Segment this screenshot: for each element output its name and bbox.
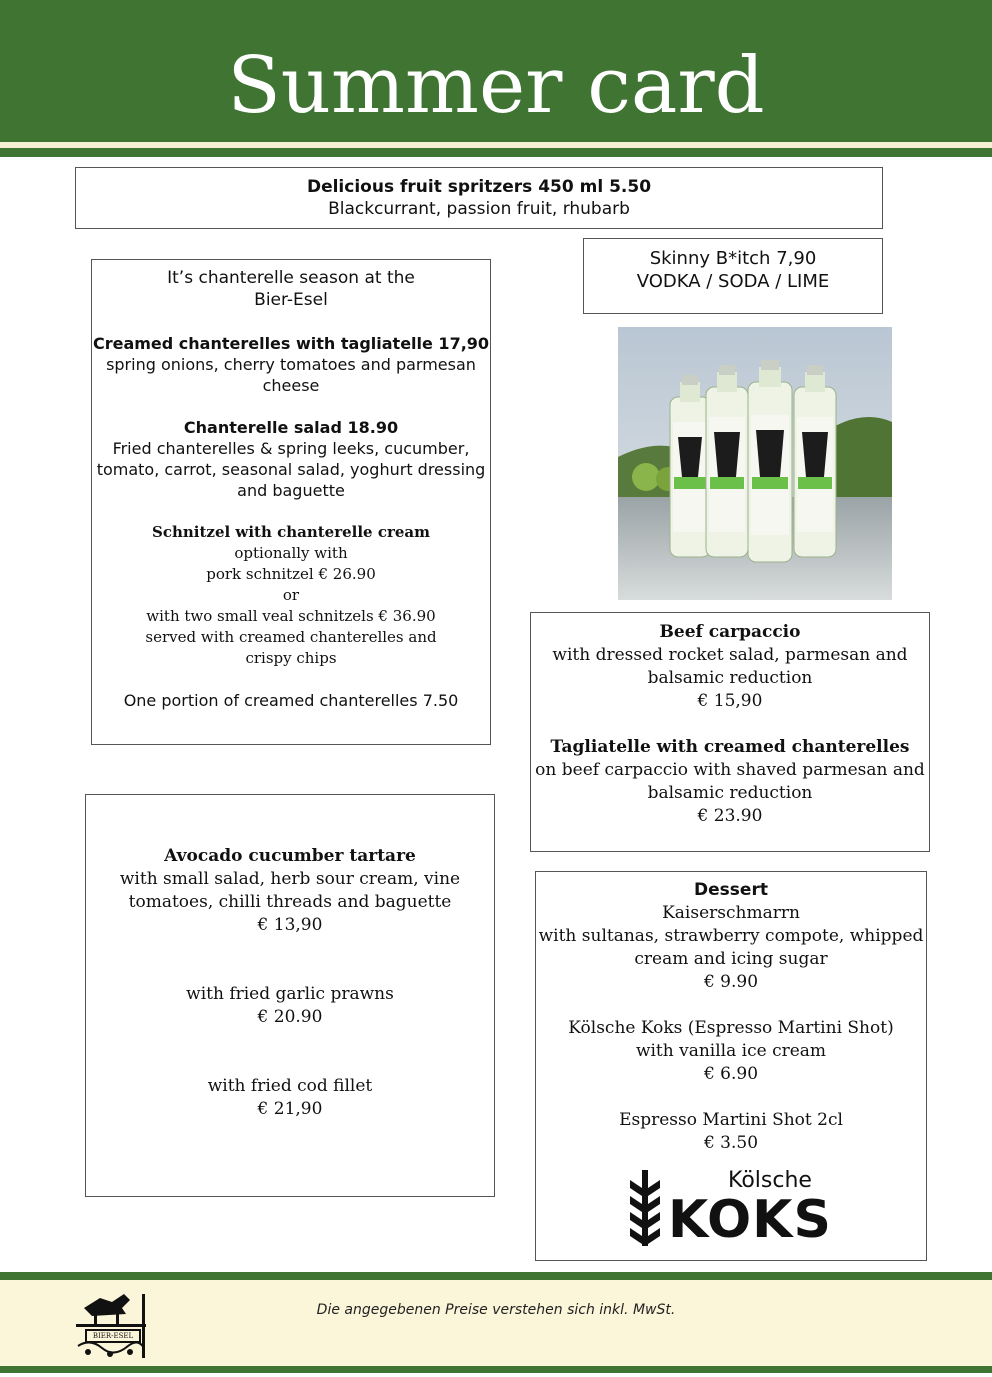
creamed-chanterelles-desc-line2: cheese [262,376,320,395]
avocado-option1: with fried garlic prawns [186,984,394,1004]
chanterelle-salad-desc-line2: tomato, carrot, seasonal salad, yoghurt dressing [96,460,486,479]
donkey-sign-icon [72,1280,152,1362]
schnitzel-line1: optionally with [234,544,348,562]
schnitzel-line3: or [282,586,300,604]
tagliatelle-desc-line1: on beef carpaccio with shaved parmesan and [535,760,925,780]
koelsche-koks-price: € 6.90 [703,1064,759,1084]
chanterelle-portion-item [92,690,490,711]
espresso-shot-title: Espresso Martini Shot 2cl [619,1110,843,1130]
espresso-shot-price: € 3.50 [703,1133,759,1153]
tagliatelle-title: Tagliatelle with creamed chanterelles [550,737,910,757]
page-title: Summer card [227,41,765,131]
koelsche-koks-title: Kölsche Koks (Espresso Martini Shot) [568,1018,894,1038]
kaiserschmarrn-title: Kaiserschmarrn [662,903,800,923]
kaiserschmarrn-desc-line1: with sultanas, strawberry compote, whipped [538,926,924,946]
schnitzel-title: Schnitzel with chanterelle cream [152,523,430,541]
chanterelle-salad-desc-line3: and baguette [237,481,345,500]
creamed-chanterelles-item [92,333,490,396]
chanterelle-heading-line1: It’s chanterelle season at the [167,268,415,288]
skinny-ingredients: VODKA / SODA / LIME [636,271,830,292]
dessert-heading: Dessert [694,880,768,900]
carpaccio-box [530,612,930,852]
chanterelle-heading-line2: Bier-Esel [254,290,328,310]
avocado-option2: with fried cod fillet [207,1076,373,1096]
koks-logo-small-text: Kölsche [728,1168,812,1193]
koks-logo-big-text: KOKS [668,1190,832,1250]
spritzers-box [75,167,883,229]
bier-esel-logo [72,1280,152,1362]
chanterelle-portion-title: One portion of creamed chanterelles 7.50 [123,691,459,710]
beef-carpaccio-title: Beef carpaccio [659,622,801,642]
chanterelle-salad-item [92,417,490,501]
avocado-title: Avocado cucumber tartare [164,846,416,866]
footer-stripe-top [0,1272,992,1280]
kaiserschmarrn-desc-line2: cream and icing sugar [634,949,828,969]
footer [0,1280,992,1366]
avocado-option1-price: € 20.90 [257,1007,323,1027]
header-stripe-green [0,148,992,157]
kaiserschmarrn-price: € 9.90 [703,972,759,992]
avocado-desc-line2: tomatoes, chilli threads and baguette [128,892,452,912]
beef-carpaccio-desc-line2: balsamic reduction [647,668,813,688]
spritzers-flavors: Blackcurrant, passion fruit, rhubarb [328,199,630,219]
chanterelle-box [91,259,491,745]
spritzers-title: Delicious fruit spritzers 450 ml 5.50 [306,177,652,197]
chanterelle-heading [92,267,490,311]
skinny-price: 7,90 [776,248,817,269]
avocado-price: € 13,90 [257,915,323,935]
avocado-desc-line1: with small salad, herb sour cream, vine [119,869,461,889]
header-banner [0,0,992,142]
skinny-name-line [584,247,882,270]
koelsche-koks-logo [628,1162,848,1250]
skinny-box [583,238,883,314]
footer-stripe-bottom [0,1366,992,1373]
schnitzel-item [92,522,490,669]
chanterelle-salad-desc-line1: Fried chanterelles & spring leeks, cucumber, [112,439,470,458]
bier-esel-logo-text: BIER-ESEL [92,1332,134,1340]
schnitzel-line4: with two small veal schnitzels € 36.90 [146,607,436,625]
beef-carpaccio-price: € 15,90 [697,691,763,711]
avocado-option2-price: € 21,90 [257,1099,323,1119]
tagliatelle-price: € 23.90 [697,806,763,826]
skinny-name: Skinny B*itch [649,248,771,269]
chanterelle-salad-title: Chanterelle salad 18.90 [183,418,399,437]
avocado-box [85,794,495,1197]
koelsche-koks-desc: with vanilla ice cream [635,1041,827,1061]
schnitzel-line5: served with creamed chanterelles and [145,628,437,646]
creamed-chanterelles-title: Creamed chanterelles with tagliatelle 17,90 [92,334,490,353]
tagliatelle-desc-line2: balsamic reduction [647,783,813,803]
schnitzel-line6: crispy chips [245,649,337,667]
beef-carpaccio-desc-line1: with dressed rocket salad, parmesan and [552,645,908,665]
vat-note: Die angegebenen Preise verstehen sich inkl. MwSt. [316,1302,676,1318]
creamed-chanterelles-desc-line1: spring onions, cherry tomatoes and parmesan [106,355,476,374]
skinny-bottles-photo [618,327,892,600]
schnitzel-line2: pork schnitzel € 26.90 [206,565,376,583]
